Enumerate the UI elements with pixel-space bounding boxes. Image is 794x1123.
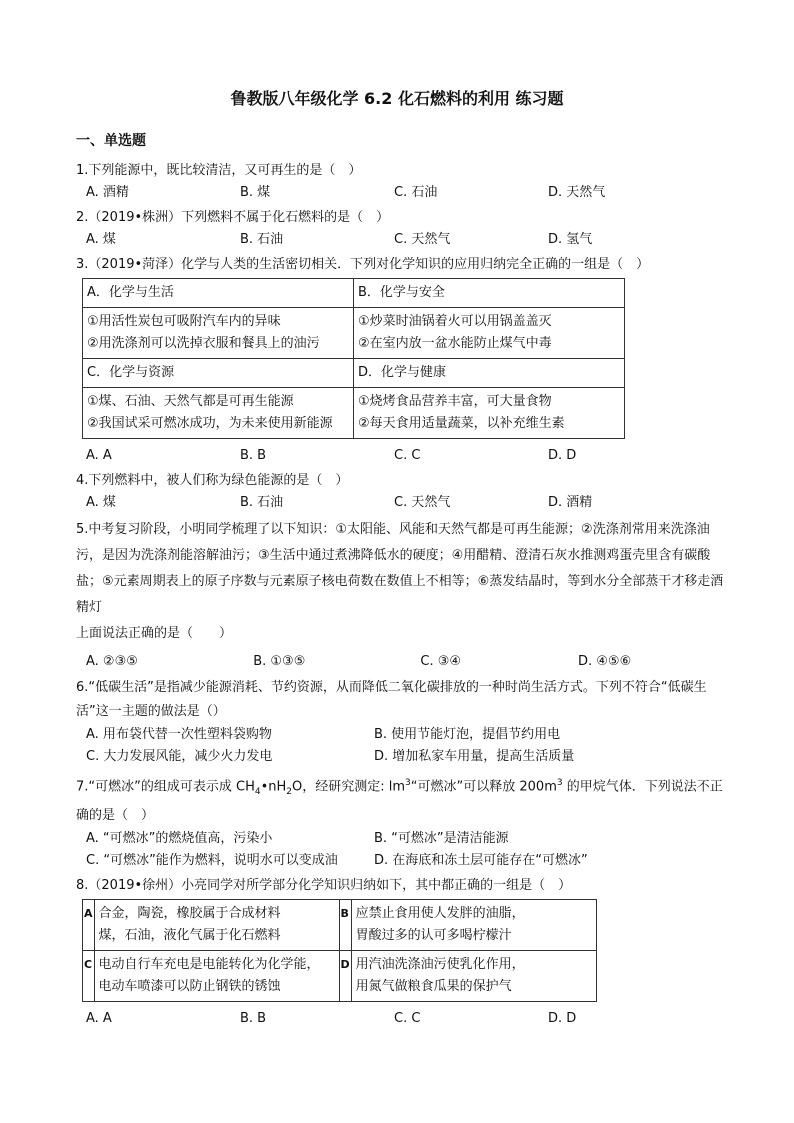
cell-text-line: 用氮气做粮食瓜果的保护气 xyxy=(355,978,512,994)
question-7-options-row-2 xyxy=(76,850,726,872)
option-c: C. 大力发展风能，减少火力发电 xyxy=(86,749,273,764)
option-c: C. 石油 xyxy=(394,185,438,200)
subscript: 4 xyxy=(254,786,261,797)
question-3-stem: 3.（2019•菏泽）化学与人类的生活密切相关．下列对化学知识的应用归纳完全正确的一组是（ ） xyxy=(76,257,650,272)
table-cell: B．化学与安全 xyxy=(354,279,625,308)
question-6-stem: 6.“低碳生活”是指减少能源消耗、节约资源，从而降低二氧化碳排放的一种时尚生活方式。下列不符合“低碳生活”这一主题的做法是（） xyxy=(76,680,707,719)
question-6-options-row-2 xyxy=(76,746,726,768)
option-c: C. “可燃冰”能作为燃料，说明水可以变成油 xyxy=(86,852,338,868)
option-b: B. B xyxy=(240,448,267,463)
option-b: B. 煤 xyxy=(240,185,271,200)
option-c: C. C xyxy=(394,1010,421,1026)
table-cell xyxy=(83,308,354,359)
cell-line xyxy=(356,903,592,947)
question-4-stem: 4.下列燃料中，被人们称为绿色能源的是（ ） xyxy=(76,473,349,488)
table-cell xyxy=(94,950,339,1001)
question-6-options-row-1 xyxy=(76,724,726,746)
cell-text-line: 胃酸过多的认可多喝柠檬汁 xyxy=(355,927,512,943)
option-c: C. C xyxy=(394,448,421,463)
table-cell xyxy=(351,950,596,1001)
question-7-stem xyxy=(76,771,726,828)
cell-text-line: ①炒菜时油锅着火可以用锅盖盖灭 xyxy=(358,314,552,329)
option-c: C. 天然气 xyxy=(394,495,451,510)
option-c: C. 天然气 xyxy=(394,232,451,247)
question-1-options xyxy=(76,182,726,204)
option-d: D. D xyxy=(548,448,577,463)
option-c: C. ③④ xyxy=(420,654,462,669)
option-a: A. 煤 xyxy=(86,495,116,510)
table-label: B xyxy=(339,899,351,950)
stem-part: 的甲烷气体．下列说法不正确的是（ ） xyxy=(76,779,723,823)
stem-part: 7.“可燃冰”的组成可表示成 CH xyxy=(76,779,255,795)
cell-text-line: ②在室内放一盆水能防止煤气中毒 xyxy=(358,336,552,351)
superscript: 3 xyxy=(405,778,411,788)
cell-text-line: ②每天食用适量蔬菜，以补充维生素 xyxy=(358,416,565,431)
question-3-table xyxy=(82,278,625,439)
table-label: A xyxy=(83,899,95,950)
option-d: D. D xyxy=(548,1010,577,1026)
option-d: D. 增加私家车用量，提高生活质量 xyxy=(374,749,575,764)
option-b: B. 石油 xyxy=(240,232,284,247)
stem-part: O，经研究测定: lm xyxy=(292,779,406,795)
question-2-stem: 2.（2019•株洲）下列燃料不属于化石燃料的是（ ） xyxy=(76,210,390,225)
option-d: D. 酒精 xyxy=(548,495,593,510)
table-cell: C．化学与资源 xyxy=(83,359,354,388)
option-b: B. “可燃冰”是清洁能源 xyxy=(374,830,509,846)
option-a: A. A xyxy=(86,448,112,463)
cell-line xyxy=(87,311,349,355)
table-cell xyxy=(354,388,625,439)
question-1-stem: 1.下列能源中，既比较清洁，又可再生的是（ ） xyxy=(76,163,362,178)
cell-line xyxy=(99,954,335,998)
table-cell xyxy=(351,899,596,950)
page-title: 鲁教版八年级化学 6.2 化石燃料的利用 练习题 xyxy=(230,89,564,108)
table-cell xyxy=(83,388,354,439)
cell-line xyxy=(358,391,620,435)
cell-text-line: 煤，石油，液化气属于化石燃料 xyxy=(98,927,281,943)
cell-text-line: 电动车喷漆可以防止钢铁的锈蚀 xyxy=(98,978,281,994)
option-d: D. 氢气 xyxy=(548,232,593,247)
question-5-options xyxy=(76,651,726,673)
option-a: A. 用布袋代替一次性塑料袋购物 xyxy=(86,727,272,742)
stem-part: “可燃冰”可以释放 200m xyxy=(410,779,557,795)
question-2-options xyxy=(76,229,726,251)
cell-text-line: 用汽油洗涤油污使乳化作用， xyxy=(355,956,525,972)
option-d: D. ④⑤⑥ xyxy=(578,654,632,669)
question-5-stem: 5.中考复习阶段，小明同学梳理了以下知识：①太阳能、风能和天然气都是可再生能源；②洗涤剂常用来洗涤油污，是因为洗涤剂能溶解油污；③生活中通过煮沸降低水的硬度；④用醋精、澄清石灰水推测鸡蛋壳里含有碳酸盐；⑤元素周期表上的原子序数与元素原子核电荷数在数值上不相等；⑥蒸发结晶时，等到水分全部蒸干才移走酒精灯 xyxy=(76,522,724,615)
section-heading: 一、单选题 xyxy=(76,133,146,149)
option-b: B. 石油 xyxy=(240,495,284,510)
option-a: A. “可燃冰”的燃烧值高，污染小 xyxy=(86,830,273,846)
question-8-stem: 8.（2019•徐州）小亮同学对所学部分化学知识归纳如下，其中都正确的一组是（ ） xyxy=(76,877,572,893)
cell-text-line: ①烧烤食品营养丰富，可大量食物 xyxy=(358,394,552,409)
question-8-options xyxy=(76,1008,726,1030)
option-a: A. A xyxy=(86,1010,112,1026)
option-b: B. ①③⑤ xyxy=(253,654,306,669)
option-a: A. 酒精 xyxy=(86,185,129,200)
option-b: B. 使用节能灯泡，提倡节约用电 xyxy=(374,727,561,742)
option-a: A. 煤 xyxy=(86,232,116,247)
cell-text-line: 应禁止食用使人发胖的油脂， xyxy=(355,905,525,921)
cell-line xyxy=(99,903,335,947)
table-cell: D．化学与健康 xyxy=(354,359,625,388)
question-8-table xyxy=(82,899,597,1002)
question-4-options xyxy=(76,492,726,514)
question-list xyxy=(76,160,726,1033)
cell-text-line: 合金，陶瓷，橡胶属于合成材料 xyxy=(98,905,281,921)
option-b: B. B xyxy=(240,1010,267,1026)
question-7-options-row-1 xyxy=(76,828,726,850)
question-3-options xyxy=(76,445,726,467)
cell-text-line: ②我国试采可燃冰成功，为未来使用新能源 xyxy=(87,416,333,431)
cell-text-line: 电动自行车充电是电能转化为化学能， xyxy=(98,956,320,972)
cell-line xyxy=(358,311,620,355)
table-label: D xyxy=(339,950,351,1001)
option-d: D. 在海底和冻土层可能存在“可燃冰” xyxy=(374,852,588,868)
cell-line xyxy=(356,954,592,998)
question-5-stem-2: 上面说法正确的是（ ） xyxy=(76,626,233,641)
table-cell: A．化学与生活 xyxy=(83,279,354,308)
stem-part: •nH xyxy=(260,779,287,795)
superscript: 3 xyxy=(556,778,563,788)
option-a: A. ②③⑤ xyxy=(86,654,138,669)
cell-text-line: ②用洗涤剂可以洗掉衣服和餐具上的油污 xyxy=(87,336,320,351)
cell-text-line: ①用活性炭包可吸附汽车内的异味 xyxy=(87,314,281,329)
table-cell xyxy=(354,308,625,359)
table-cell xyxy=(94,899,339,950)
cell-text-line: ①煤、石油、天然气都是可再生能源 xyxy=(87,394,294,409)
subscript: 2 xyxy=(286,786,293,797)
cell-line xyxy=(87,391,349,435)
table-label: C xyxy=(83,950,95,1001)
option-d: D. 天然气 xyxy=(548,185,606,200)
